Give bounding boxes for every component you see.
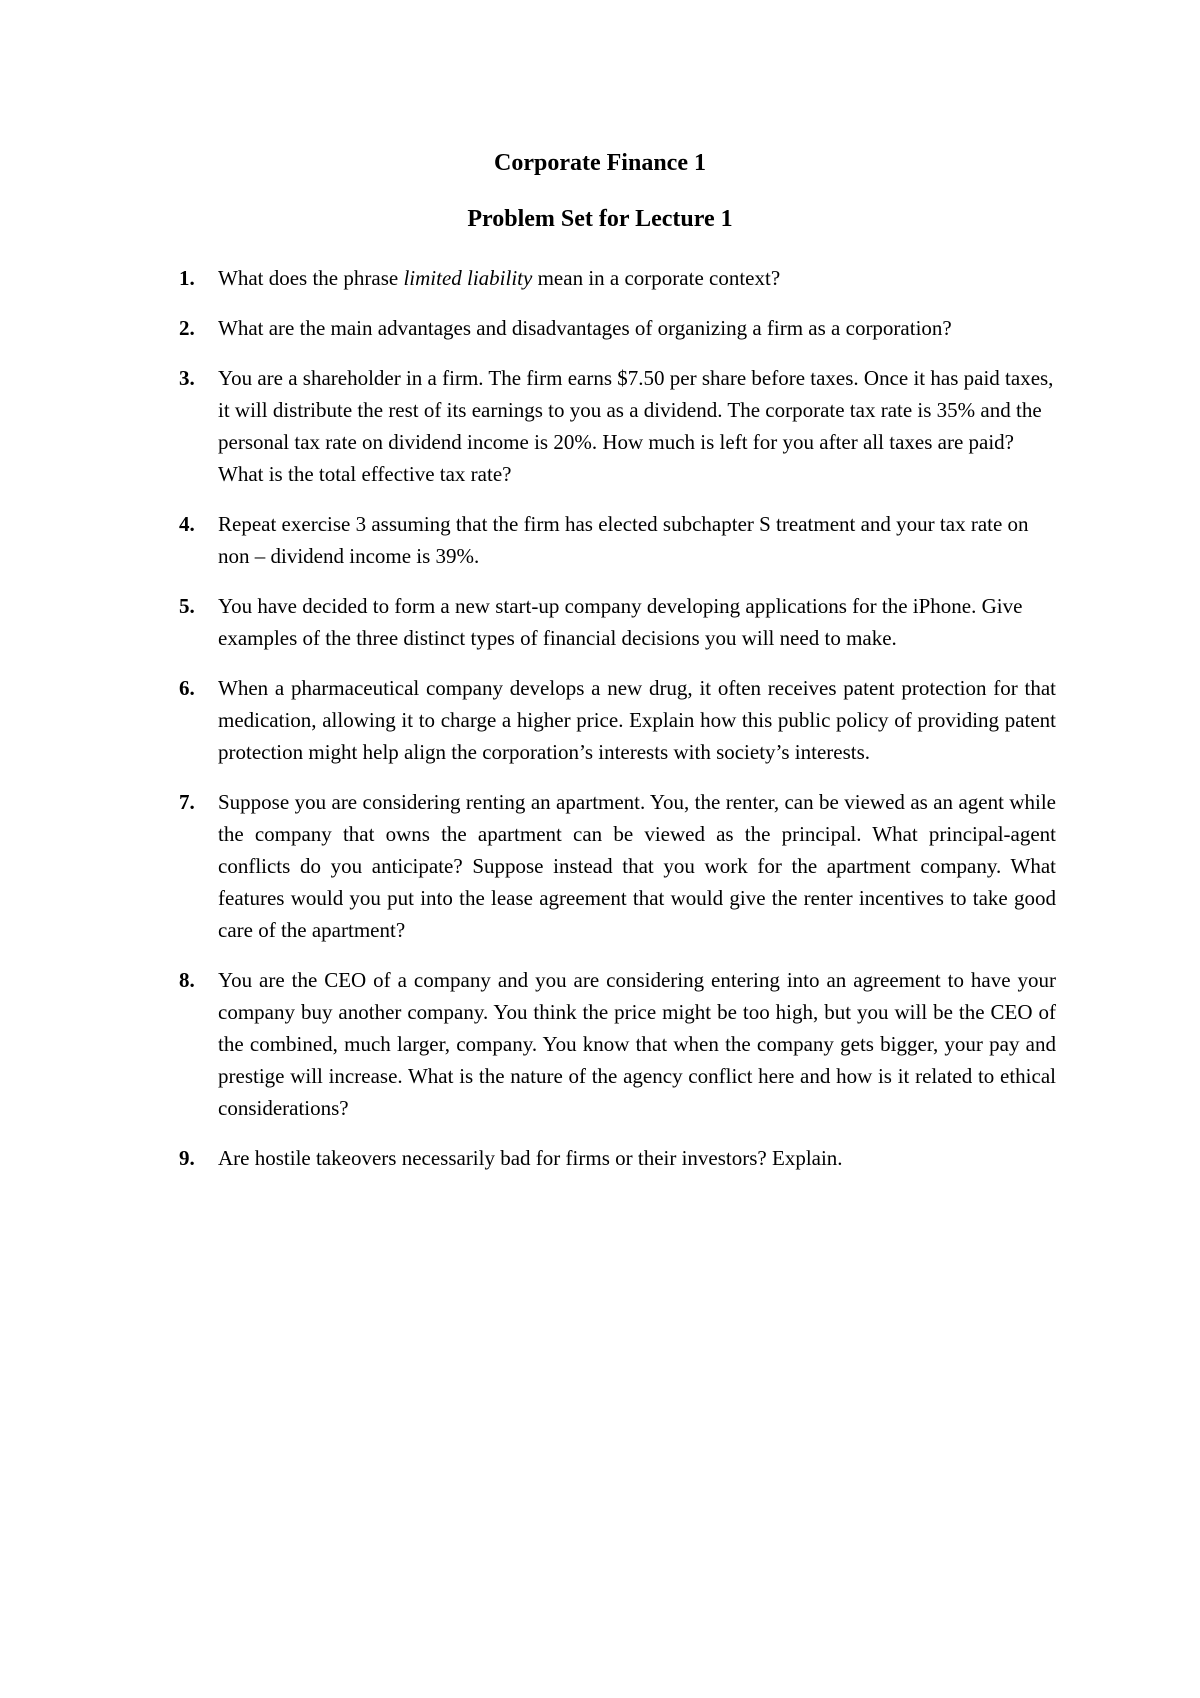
problem-item-5 [0,590,1200,654]
problem-text: You are the CEO of a company and you are considering entering into an agreement to have your company buy another company. You think the price might be too high, but you will be the CEO of the combined, much larger, company. You know that when the company gets bigger, your pay and prestige will increase. What is the nature of the agency conflict here and how is it related to ethical considerations? [218,968,1056,1120]
problem-item-1 [0,262,1200,294]
problem-number: 5. [179,594,195,618]
problem-number: 2. [179,316,195,340]
problem-number: 6. [179,676,195,700]
problem-item-6 [0,672,1200,768]
problem-number: 9. [179,1146,195,1170]
problem-number: 1. [179,266,195,290]
problem-text-emphasis: limited liability [403,266,533,290]
problem-item-2 [0,312,1200,344]
problem-item-4 [0,508,1200,572]
problem-text: You have decided to form a new start-up company developing applications for the iPhone. Give examples of the three distinct types of financial decisions you will need to make. [218,594,1023,650]
problem-text [218,262,1056,294]
problem-number: 4. [179,512,195,536]
problem-item-8 [0,964,1200,1124]
problem-text-after: mean in a corporate context? [532,266,781,290]
problem-number: 3. [179,366,195,390]
problem-number: 7. [179,790,195,814]
problem-item-3 [0,362,1200,490]
document-title: Corporate Finance 1 [494,150,706,176]
problem-text: What are the main advantages and disadvantages of organizing a firm as a corporation? [218,316,952,340]
problem-item-9 [0,1142,1200,1174]
problem-text: When a pharmaceutical company develops a new drug, it often receives patent protection for that medication, allowing it to charge a higher price. Explain how this public policy of providing patent protection might help align the corporation’s interests with society’s interests. [218,676,1056,764]
problem-list [0,262,1200,1192]
problem-text: You are a shareholder in a firm. The firm earns $7.50 per share before taxes. Once it has paid taxes, it will distribute the rest of its earnings to you as a dividend. The corporate tax rate is 35% and the personal tax rate on dividend income is 20%. How much is left for you after all taxes are paid? What is the total effective tax rate? [218,366,1054,486]
problem-text: Are hostile takeovers necessarily bad for firms or their investors? Explain. [218,1146,843,1170]
problem-number: 8. [179,968,195,992]
problem-text: Suppose you are considering renting an apartment. You, the renter, can be viewed as an agent while the company that owns the apartment can be viewed as the principal. What principal-agent conflicts do you anticipate? Suppose instead that you work for the apartment company. What features would you put into the lease agreement that would give the renter incentives to take good care of the apartment? [218,790,1056,942]
document-subtitle: Problem Set for Lecture 1 [467,206,733,232]
problem-item-7 [0,786,1200,946]
problem-text-before: What does the phrase [218,266,404,290]
problem-text: Repeat exercise 3 assuming that the firm has elected subchapter S treatment and your tax rate on non – dividend income is 39%. [218,512,1029,568]
